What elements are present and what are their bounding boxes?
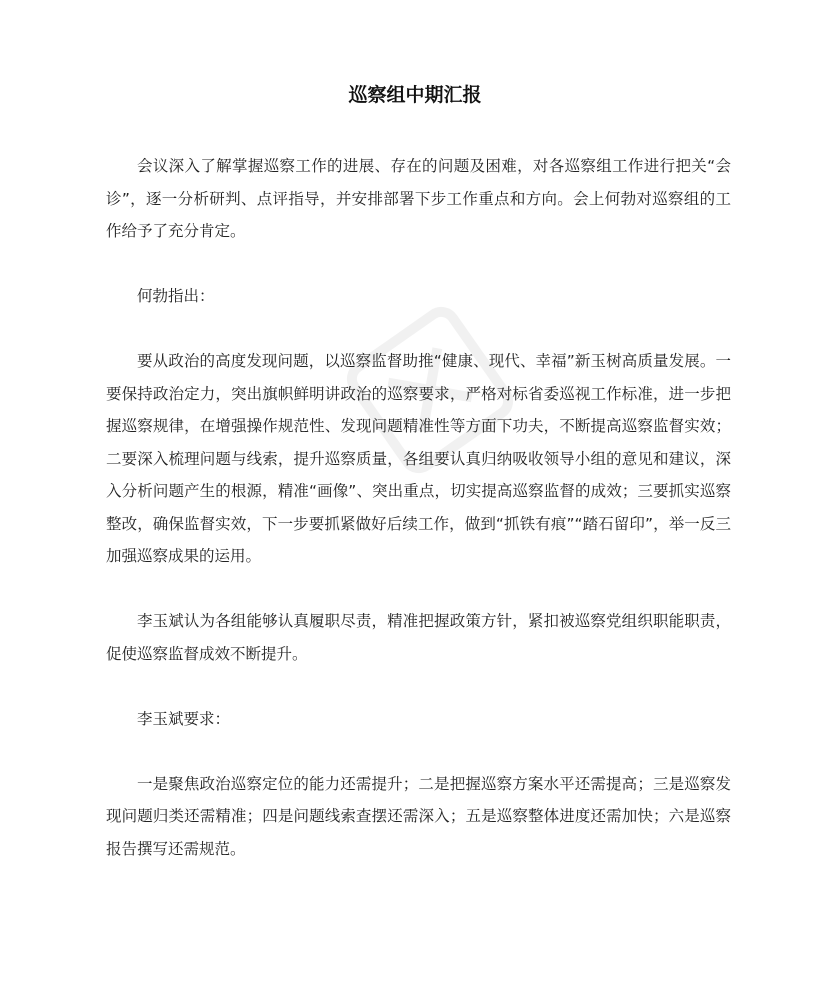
document-body bbox=[106, 150, 731, 865]
paragraph-meeting-summary: 会议深入了解掌握巡察工作的进展、存在的问题及困难，对各巡察组工作进行把关“会诊”，逐一分析研判、点评指导，并安排部署下步工作重点和方向。会上何勃对巡察组的工作给予了充分肯定。 bbox=[106, 157, 731, 240]
paragraph-he-bo-intro: 何勃指出： bbox=[137, 287, 215, 305]
paragraph-he-bo-remarks: 要从政治的高度发现问题，以巡察监督助推“健康、现代、幸福”新玉树高质量发展。一要保持政治定力，突出旗帜鲜明讲政治的巡察要求，严格对标省委巡视工作标准，进一步把握巡察规律，在增强操作规范性、发现问题精准性等方面下功夫，不断提高巡察监督实效；二要深入梳理问题与线索，提升巡察质量，各组要认真归纳吸收领导小组的意见和建议，深入分析问题产生的根源，精准“画像”、突出重点，切实提高巡察监督的成效；三要抓实巡察整改，确保监督实效，下一步要抓紧做好后续工作，做到“抓铁有痕”“踏石留印”，举一反三加强巡察成果的运用。 bbox=[106, 352, 731, 565]
paragraph-li-yubin-intro: 李玉斌要求： bbox=[137, 709, 231, 728]
paragraph-li-yubin-opinion: 李玉斌认为各组能够认真履职尽责，精准把握政策方针，紧扣被巡察党组织职能职责，促使巡察监督成效不断提升。 bbox=[106, 612, 731, 663]
document-title: 巡察组中期汇报 bbox=[348, 84, 482, 106]
paragraph-li-yubin-requirements: 一是聚焦政治巡察定位的能力还需提升；二是把握巡察方案水平还需提高；三是巡察发现问题归类还需精准；四是问题线索查摆还需深入；五是巡察整体进度还需加快；六是巡察报告撰写还需规范。 bbox=[106, 774, 731, 858]
